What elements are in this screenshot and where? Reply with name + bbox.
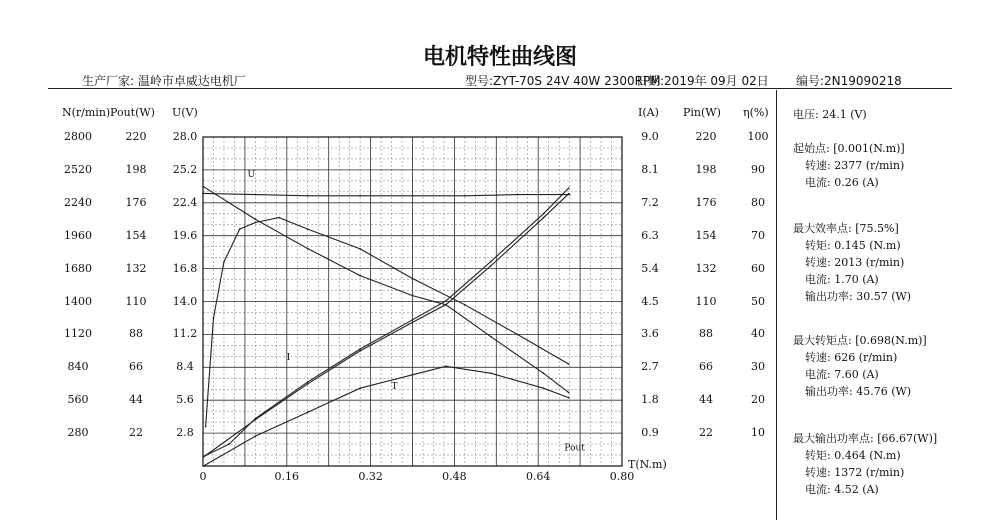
info-section-line: 输出功率: 45.76 (W) (805, 385, 912, 398)
info-section-line: 转矩: 0.464 (N.m) (805, 449, 901, 462)
pin-tick-label: 66 (699, 360, 713, 374)
x-axis-label: T(N.m) (628, 458, 667, 471)
efficiency-tick-label: 100 (747, 130, 769, 143)
pout-tick-label: 154 (125, 228, 147, 242)
model-label: 型号:ZYT-70S 24V 40W 2300RPM (465, 74, 661, 88)
data-point-η (359, 248, 361, 250)
current-tick-label: 7.2 (641, 195, 659, 209)
data-point-Pout (490, 372, 492, 374)
chart-curves (202, 186, 570, 467)
info-section-title: 起始点: [0.001(N.m)] (793, 142, 905, 155)
data-point-Pin (445, 304, 447, 306)
data-point-η (254, 222, 256, 224)
data-point-I (568, 187, 570, 189)
axis-header-pin: Pin(W) (683, 106, 721, 119)
x-tick-label: 0.32 (358, 470, 383, 483)
voltage-tick-label: 19.6 (172, 228, 198, 242)
voltage-tick-label: 28.0 (172, 130, 198, 143)
efficiency-tick-label: 10 (751, 426, 765, 440)
info-section-line: 电流: 7.60 (A) (805, 368, 879, 381)
pout-tick-label: 110 (125, 294, 147, 308)
info-section-line: 电流: 0.26 (A) (805, 176, 879, 189)
current-tick-label: 8.1 (641, 162, 659, 176)
efficiency-tick-label: 40 (751, 327, 765, 341)
info-section-line: 转矩: 0.145 (N.m) (805, 239, 901, 252)
x-tick-label: 0.80 (609, 470, 635, 483)
data-point-N (412, 295, 414, 297)
data-point-I (490, 260, 492, 262)
info-section-title: 最大输出功率点: [66.67(W)] (793, 432, 938, 445)
speed-tick-label: 1680 (64, 261, 92, 275)
speed-tick-label: 2800 (64, 130, 92, 143)
x-tick-labels (200, 458, 667, 483)
info-section-line: 电流: 1.70 (A) (805, 273, 879, 286)
pin-tick-label: 132 (695, 261, 717, 275)
speed-tick-label: 1400 (64, 294, 92, 308)
speed-tick-label: 560 (67, 393, 89, 407)
date-label: 日期:2019年 09月 02日 (636, 74, 769, 88)
current-tick-label: 1.8 (641, 393, 659, 407)
data-point-U (307, 195, 309, 197)
data-point-η (239, 228, 241, 230)
data-point-I (412, 319, 414, 321)
data-point-Pin (359, 350, 361, 352)
pin-tick-label: 110 (695, 294, 717, 308)
manufacturer-label: 生产厂家: 温岭市卓威达电机厂 (82, 74, 246, 88)
data-point-η (213, 317, 215, 319)
voltage-tick-label: 8.4 (176, 360, 194, 374)
x-tick-label: 0.48 (442, 470, 467, 483)
data-point-Pin (412, 322, 414, 324)
voltage-tick-label: 11.2 (172, 327, 198, 341)
chart-grid (203, 137, 622, 466)
data-point-η (412, 278, 414, 280)
info-section-line: 转速: 1372 (r/min) (805, 466, 905, 479)
data-point-Pout (359, 387, 361, 389)
data-point-U (412, 195, 414, 197)
data-point-Pout (203, 465, 205, 467)
voltage-tick-label: 25.2 (172, 162, 198, 176)
voltage-tick-label: 16.8 (172, 261, 198, 275)
data-point-Pout (543, 387, 545, 389)
data-point-Pout (307, 411, 309, 413)
speed-tick-label: 1120 (64, 327, 92, 341)
efficiency-tick-label: 20 (751, 393, 765, 407)
pout-tick-label: 176 (125, 195, 147, 209)
pin-tick-label: 176 (695, 195, 717, 209)
speed-tick-label: 1960 (64, 228, 92, 242)
curve-labels (248, 170, 586, 453)
pin-tick-label: 198 (695, 162, 717, 176)
efficiency-tick-label: 50 (751, 294, 765, 308)
current-tick-label: 6.3 (641, 228, 659, 242)
data-point-η (464, 304, 466, 306)
data-point-Pout (254, 435, 256, 437)
data-point-Pin (203, 456, 205, 458)
efficiency-tick-label: 70 (751, 228, 765, 242)
data-point-I (228, 443, 230, 445)
data-point-Pin (307, 383, 309, 385)
x-tick-label: 0 (199, 470, 207, 483)
pin-tick-label: 44 (699, 393, 713, 407)
efficiency-tick-label: 80 (751, 195, 765, 209)
pin-tick-label: 88 (699, 327, 713, 341)
serial-label: 编号:2N19090218 (796, 74, 902, 88)
curve-label: U (247, 169, 256, 180)
data-point-N (203, 186, 205, 188)
voltage-tick-label: 22.4 (172, 195, 198, 209)
efficiency-tick-label: 60 (751, 261, 765, 275)
current-tick-label: 4.5 (641, 294, 659, 308)
data-point-Pout (568, 397, 570, 399)
info-section-line: 转速: 2377 (r/min) (805, 159, 905, 172)
voltage-tick-label: 5.6 (176, 393, 194, 407)
pin-tick-label: 154 (695, 228, 717, 242)
speed-tick-label: 280 (67, 426, 89, 440)
data-point-U (202, 193, 204, 195)
current-tick-label: 3.6 (641, 327, 659, 341)
info-section-title: 最大效率点: [75.5%] (793, 222, 899, 235)
pout-tick-label: 22 (129, 426, 143, 440)
pout-tick-label: 88 (129, 327, 143, 341)
current-tick-label: 0.9 (641, 426, 659, 440)
data-point-Pout (445, 365, 447, 367)
pout-tick-label: 44 (129, 393, 143, 407)
axis-header-pout: Pout(W) (110, 106, 155, 119)
curve-label: I (286, 352, 291, 363)
series-line-U (203, 193, 570, 195)
voltage-tick-label: 2.8 (176, 426, 194, 440)
data-point-η (307, 228, 309, 230)
data-point-Pin (254, 419, 256, 421)
data-point-η (568, 363, 570, 365)
data-point-η (205, 426, 207, 428)
axis-header-voltage: U(V) (172, 106, 198, 119)
data-point-Pout (412, 374, 414, 376)
data-point-Pin (568, 193, 570, 195)
speed-tick-label: 2240 (64, 195, 92, 209)
data-point-U (359, 195, 361, 197)
axis-header-efficiency: η(%) (743, 106, 769, 119)
pout-tick-label: 66 (129, 360, 143, 374)
current-tick-label: 9.0 (641, 130, 659, 143)
series-line-I (204, 188, 569, 456)
data-point-U (516, 194, 518, 196)
series-line-η (206, 218, 569, 427)
data-point-Pin (543, 217, 545, 219)
curve-label: Pout (564, 443, 585, 454)
voltage-tick-label: 14.0 (172, 294, 198, 308)
voltage-readout: 电压: 24.1 (V) (793, 108, 867, 121)
curve-label: T (391, 382, 398, 393)
info-section-title: 最大转矩点: [0.698(N.m)] (793, 334, 927, 347)
info-section-line: 转速: 2013 (r/min) (805, 256, 905, 269)
axis-header-speed: N(r/min) (62, 106, 111, 119)
current-tick-label: 2.7 (641, 360, 659, 374)
data-point-U (254, 194, 256, 196)
pout-tick-label: 220 (125, 130, 147, 143)
data-point-η (278, 217, 280, 219)
data-point-I (445, 300, 447, 302)
data-point-U (464, 195, 466, 197)
current-tick-label: 5.4 (641, 261, 659, 275)
pin-tick-label: 220 (695, 130, 717, 143)
x-tick-label: 0.64 (525, 470, 551, 483)
x-tick-label: 0.16 (274, 470, 300, 483)
data-point-N (568, 392, 570, 394)
efficiency-tick-label: 30 (751, 360, 765, 374)
info-section-line: 转速: 626 (r/min) (805, 351, 898, 364)
pout-tick-label: 132 (125, 261, 147, 275)
data-point-I (359, 348, 361, 350)
page-title: 电机特性曲线图 (422, 45, 577, 70)
series-line-N (204, 187, 569, 393)
pout-tick-label: 198 (125, 162, 147, 176)
data-point-N (307, 248, 309, 250)
speed-tick-label: 2520 (64, 162, 92, 176)
series-line-Pin (204, 194, 569, 457)
data-point-N (254, 218, 256, 220)
data-point-N (543, 372, 545, 374)
data-point-η (223, 261, 225, 263)
data-point-Pin (490, 265, 492, 267)
data-point-I (543, 213, 545, 215)
data-point-N (359, 275, 361, 277)
info-section-line: 输出功率: 30.57 (W) (805, 290, 912, 303)
info-section-line: 电流: 4.52 (A) (805, 483, 879, 496)
speed-tick-label: 840 (67, 360, 89, 374)
data-point-η (516, 334, 518, 336)
efficiency-tick-label: 90 (751, 162, 765, 176)
data-point-I (307, 381, 309, 383)
pin-tick-label: 22 (699, 426, 713, 440)
data-point-N (490, 336, 492, 338)
axis-header-current: I(A) (638, 106, 659, 119)
